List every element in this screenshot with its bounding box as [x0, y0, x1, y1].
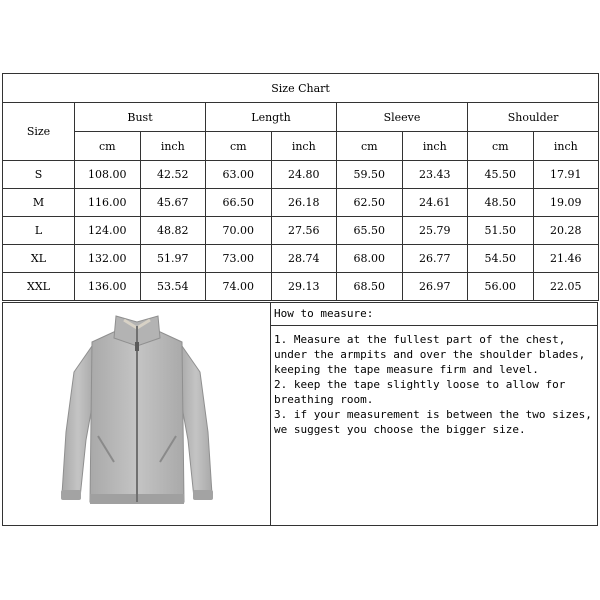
table-cell: 24.61	[402, 189, 468, 217]
table-cell: 42.52	[140, 161, 206, 189]
size-chart	[2, 73, 598, 301]
table-cell: 62.50	[337, 189, 403, 217]
table-cell: 21.46	[533, 245, 599, 273]
table-cell: 54.50	[468, 245, 534, 273]
table-cell: 23.43	[402, 161, 468, 189]
table-cell: 28.74	[271, 245, 337, 273]
table-row	[3, 273, 599, 301]
table-cell: 63.00	[206, 161, 272, 189]
table-cell: 45.67	[140, 189, 206, 217]
table-cell: 20.28	[533, 217, 599, 245]
size-label: S	[3, 161, 75, 189]
table-cell: 132.00	[75, 245, 141, 273]
how-to-measure-title: How to measure:	[271, 303, 597, 326]
measure-instruction: 1. Measure at the fullest part of the chest, under the armpits and over the shoulder blades, keeping the tape measure firm and level.	[274, 333, 586, 376]
table-cell: 74.00	[206, 273, 272, 301]
table-cell: 73.00	[206, 245, 272, 273]
measure-instruction: 3. if your measurement is between the two sizes, we suggest you choose the bigger size.	[274, 408, 592, 436]
table-cell: 116.00	[75, 189, 141, 217]
unit-header: cm	[337, 132, 403, 161]
table-cell: 59.50	[337, 161, 403, 189]
table-cell: 17.91	[533, 161, 599, 189]
table-row	[3, 245, 599, 273]
unit-header-row	[3, 132, 599, 161]
unit-header: cm	[468, 132, 534, 161]
length-header: Length	[206, 103, 337, 132]
unit-header: inch	[533, 132, 599, 161]
size-label: L	[3, 217, 75, 245]
measure-instruction: 2. keep the tape slightly loose to allow for breathing room.	[274, 378, 566, 406]
group-header-row	[3, 103, 599, 132]
table-cell: 56.00	[468, 273, 534, 301]
table-cell: 68.00	[337, 245, 403, 273]
table-row	[3, 189, 599, 217]
size-label: XXL	[3, 273, 75, 301]
table-cell: 19.09	[533, 189, 599, 217]
how-to-measure	[271, 303, 597, 525]
bust-header: Bust	[75, 103, 206, 132]
sleeve-header: Sleeve	[337, 103, 468, 132]
table-cell: 26.97	[402, 273, 468, 301]
size-chart-table	[2, 73, 599, 301]
table-cell: 124.00	[75, 217, 141, 245]
table-cell: 24.80	[271, 161, 337, 189]
product-info-panel	[2, 302, 598, 526]
table-cell: 26.77	[402, 245, 468, 273]
size-column-header: Size	[3, 103, 75, 161]
table-cell: 136.00	[75, 273, 141, 301]
shoulder-header: Shoulder	[468, 103, 599, 132]
table-cell: 22.05	[533, 273, 599, 301]
size-chart-title: Size Chart	[3, 74, 599, 103]
table-row	[3, 217, 599, 245]
table-cell: 68.50	[337, 273, 403, 301]
unit-header: cm	[206, 132, 272, 161]
how-to-measure-body	[271, 326, 597, 437]
jacket-icon	[52, 312, 222, 516]
table-cell: 51.97	[140, 245, 206, 273]
product-photo	[3, 303, 271, 525]
table-cell: 65.50	[337, 217, 403, 245]
table-cell: 53.54	[140, 273, 206, 301]
table-cell: 26.18	[271, 189, 337, 217]
size-label: XL	[3, 245, 75, 273]
size-label: M	[3, 189, 75, 217]
table-cell: 108.00	[75, 161, 141, 189]
table-cell: 51.50	[468, 217, 534, 245]
table-cell: 48.50	[468, 189, 534, 217]
size-chart-title-row	[3, 74, 599, 103]
unit-header: inch	[402, 132, 468, 161]
unit-header: cm	[75, 132, 141, 161]
table-cell: 45.50	[468, 161, 534, 189]
table-cell: 25.79	[402, 217, 468, 245]
unit-header: inch	[140, 132, 206, 161]
table-row	[3, 161, 599, 189]
table-cell: 27.56	[271, 217, 337, 245]
table-cell: 29.13	[271, 273, 337, 301]
table-cell: 66.50	[206, 189, 272, 217]
table-cell: 48.82	[140, 217, 206, 245]
table-cell: 70.00	[206, 217, 272, 245]
unit-header: inch	[271, 132, 337, 161]
